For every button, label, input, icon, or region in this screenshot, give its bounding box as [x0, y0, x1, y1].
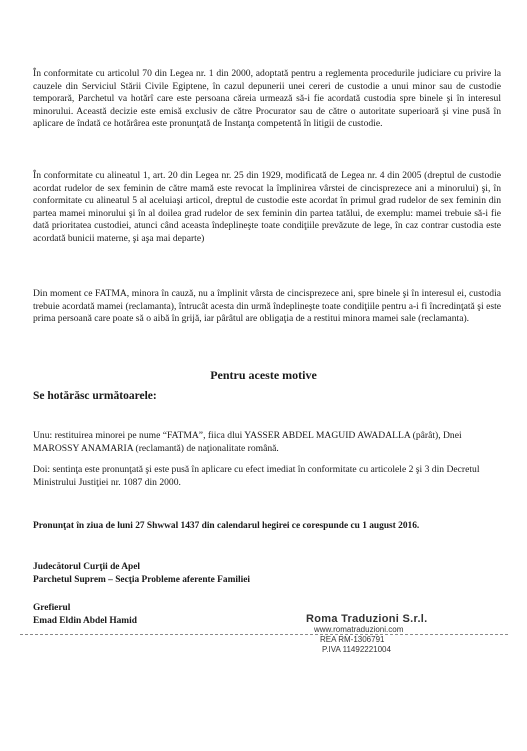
stamp-company: Roma Traduzioni S.r.l. [306, 613, 428, 625]
translator-stamp [306, 613, 436, 655]
paragraph-article-20: În conformitate cu alineatul 1, art. 20 din Legea nr. 25 din 1929, modificată de Legea nr. 4 din 2005 (dreptul de custodie acordat rudelor de sex feminin de către mamă este revocat la împlinirea vârstei de cincisprezece ani a minorului) şi, în conformitate cu alineatul 5 al aceluiaşi articol, dreptul de custodie este acordat în primul grad rudelor de sex feminin din partea mamei minorului şi în al doilea grad rudelor de sex feminin din partea tatălui, de exemplu: mamei trebuie să-i fie dată prioritatea custodiei, atunci când aceasta îndeplineşte toate condiţiile prevăzute de lege, în caz contrar custodia este acordată bunicii materne, şi aşa mai departe) [33, 170, 501, 244]
section-heading: Pentru aceste motive [210, 368, 317, 382]
decision-one: Unu: restituirea minorei pe nume “FATMA”, fiica dlui YASSER ABDEL MAGUID AWADALLA (pârât), Dnei MAROSSY ANAMARIA (reclamantă) de naţionalitate română. [33, 430, 462, 454]
court-signatures [33, 561, 250, 586]
paragraph-article-70: În conformitate cu articolul 70 din Legea nr. 1 din 2000, adoptată pentru a reglementa procedurile judiciare cu privire la cauzele din Serviciul Stării Civile Egiptene, în cazul depunerii unei cereri de custodie a unui minor sau de custodie temporară, Parchetul va hotărî care este persoana căreia urmează să-i fie acordată custodia spre binele şi în interesul minorului. Această decizie este emisă exclusiv de către Procurator sau de către o autoritate superioară şi vine pusă în aplicare de îndată ce hotărârea este pronunţată de Instanţa competentă în litigii de custodie. [33, 68, 501, 130]
prosecutor-title: Parchetul Suprem – Secţia Probleme aferente Familiei [33, 574, 250, 585]
stamp-website: www.romatraduzioni.com [314, 625, 404, 634]
clerk-title: Grefierul [33, 603, 71, 613]
clerk-signature [33, 602, 137, 627]
judge-title: Judecătorul Curţii de Apel [33, 562, 141, 572]
decision-two: Doi: sentinţa este pronunţată şi este pusă în aplicare cu efect imediat în conformitate cu articolele 2 şi 3 din Decretul Ministrului Justiţiei nr. 1087 din 2000. [33, 464, 480, 488]
paragraph-minor-custody: Din moment ce FATMA, minora în cauză, nu a împlinit vârsta de cincisprezece ani, spre binele şi în interesul ei, custodia trebuie acordată mamei (reclamanta), întrucât acesta din urmă îndeplineşte toate condiţiile pentru a-i fi încredinţată şi este prima persoană care poate să o aibă în grijă, iar pârâtul are obligaţia de a restitui minora mamei sale (reclamanta). [33, 288, 501, 325]
decisions-subheading: Se hotărăsc următoarele: [33, 390, 157, 402]
stamp-piva: P.IVA 11492221004 [322, 645, 391, 654]
clerk-name: Emad Eldin Abdel Hamid [33, 615, 137, 626]
pronouncement-date: Pronunţat în ziua de luni 27 Shwwal 1437 din calendarul hegirei ce corespunde cu 1 august 2016. [33, 521, 420, 531]
stamp-rea: REA RM-1306791 [320, 635, 385, 644]
